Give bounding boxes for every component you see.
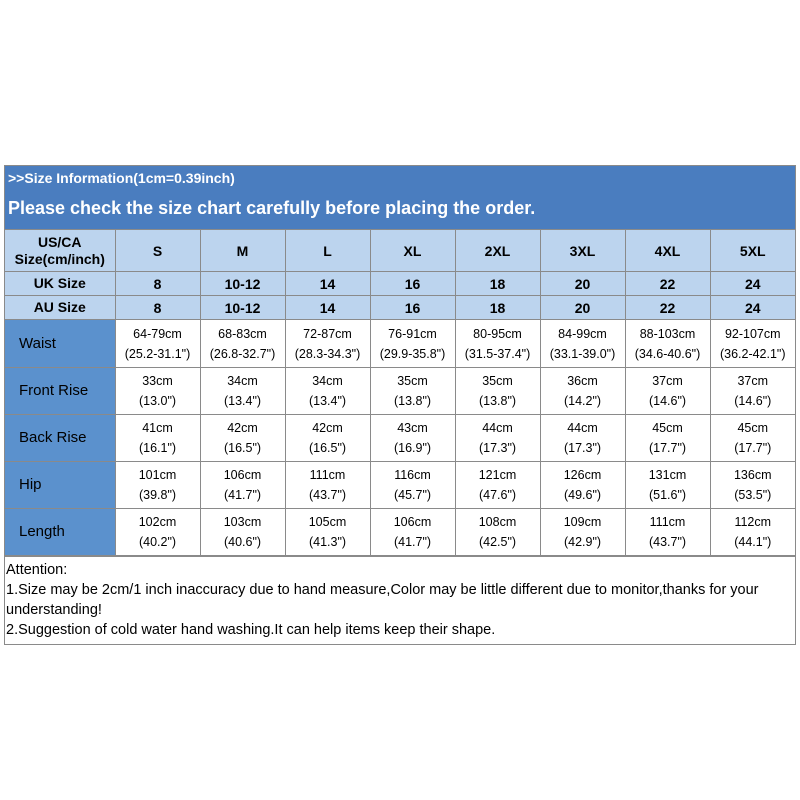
- measurement-cell: [455, 462, 540, 509]
- measurement-inch: (43.7"): [308, 488, 347, 502]
- measurement-inch: (14.6"): [648, 394, 687, 408]
- measurement-inch: (17.3"): [478, 441, 517, 455]
- measurement-cm: 121cm: [478, 468, 517, 482]
- attention-note-1: 1.Size may be 2cm/1 inch inaccuracy due to hand measure,Color may be little different due to monitor,thanks for your understanding!: [6, 582, 759, 618]
- measurement-cell: [710, 368, 795, 415]
- au-size-cell: 22: [625, 296, 710, 320]
- au-size-label: AU Size: [5, 296, 115, 320]
- measurement-inch: (49.6"): [563, 488, 602, 502]
- us-size-cell: 3XL: [540, 230, 625, 272]
- uk-size-label: UK Size: [5, 272, 115, 296]
- measurement-cell: [455, 320, 540, 368]
- measurement-inch: (16.1"): [138, 441, 177, 455]
- measurement-cell: [285, 462, 370, 509]
- measurement-inch: (39.8"): [138, 488, 177, 502]
- measurement-cm: 106cm: [223, 468, 262, 482]
- measurement-cm: 44cm: [482, 421, 513, 435]
- uk-size-cell: 22: [625, 272, 710, 296]
- measurement-inch: (28.3-34.3"): [294, 346, 361, 361]
- au-size-cell: 24: [710, 296, 795, 320]
- uk-size-cell: 10-12: [200, 272, 285, 296]
- measurement-cell: [370, 462, 455, 509]
- measurement-cell: [455, 368, 540, 415]
- measurement-cm: 131cm: [648, 468, 687, 482]
- measurement-cell: [115, 320, 200, 368]
- measurement-cm: 111cm: [309, 468, 346, 482]
- measurement-inch: (25.2-31.1"): [124, 346, 191, 361]
- measurement-inch: (42.5"): [478, 535, 517, 549]
- uk-size-cell: 8: [115, 272, 200, 296]
- us-size-cell: XL: [370, 230, 455, 272]
- us-size-label: [5, 230, 115, 272]
- measurement-cm: 37cm: [652, 374, 683, 388]
- measurement-cm: 92-107cm: [724, 326, 781, 341]
- measurement-cell: [285, 509, 370, 556]
- us-size-cell: 2XL: [455, 230, 540, 272]
- uk-size-cell: 14: [285, 272, 370, 296]
- measurement-cell: [200, 320, 285, 368]
- uk-size-cell: 16: [370, 272, 455, 296]
- measurement-inch: (13.0"): [138, 394, 177, 408]
- us-size-cell: 5XL: [710, 230, 795, 272]
- measurement-cm: 105cm: [308, 515, 347, 529]
- measurement-inch: (17.7"): [648, 441, 687, 455]
- measurement-cm: 126cm: [563, 468, 602, 482]
- measurement-inch: (29.9-35.8"): [379, 346, 446, 361]
- au-size-cell: 18: [455, 296, 540, 320]
- size-table: [5, 230, 795, 556]
- measurement-inch: (40.6"): [223, 535, 262, 549]
- measurement-label: Back Rise: [5, 415, 115, 462]
- measurement-cm: 43cm: [397, 421, 428, 435]
- measurement-inch: (53.5"): [734, 488, 772, 502]
- measurement-inch: (13.8"): [393, 394, 432, 408]
- measurement-inch: (42.9"): [563, 535, 602, 549]
- size-chart-notice: Please check the size chart carefully before placing the order.: [5, 191, 795, 230]
- measurement-row: [5, 462, 795, 509]
- measurement-inch: (36.2-42.1"): [719, 346, 786, 361]
- measurement-inch: (14.6"): [734, 394, 772, 408]
- measurement-cm: 45cm: [737, 421, 769, 435]
- measurement-inch: (44.1"): [734, 535, 772, 549]
- measurement-cell: [455, 415, 540, 462]
- size-info-title: >>Size Information(1cm=0.39inch): [8, 170, 235, 186]
- measurement-cm: 112cm: [734, 515, 772, 529]
- measurement-inch: (47.6"): [478, 488, 517, 502]
- measurement-inch: (51.6"): [648, 488, 687, 502]
- measurement-inch: (16.9"): [393, 441, 432, 455]
- uk-size-row: [5, 272, 795, 296]
- measurement-cell: [710, 462, 795, 509]
- measurement-cm: 109cm: [563, 515, 602, 529]
- measurement-cell: [115, 415, 200, 462]
- measurement-cm: 76-91cm: [388, 326, 437, 341]
- measurement-inch: (41.3"): [308, 535, 347, 549]
- measurement-inch: (43.7"): [648, 535, 687, 549]
- measurement-inch: (40.2"): [138, 535, 177, 549]
- measurement-cell: [115, 462, 200, 509]
- measurement-cm: 34cm: [227, 374, 258, 388]
- measurement-row: [5, 320, 795, 368]
- measurement-row: [5, 368, 795, 415]
- measurement-inch: (13.8"): [478, 394, 517, 408]
- measurement-cm: 116cm: [394, 468, 431, 482]
- measurement-cell: [200, 509, 285, 556]
- measurement-cell: [540, 509, 625, 556]
- measurement-inch: (13.4"): [223, 394, 262, 408]
- measurement-inch: (16.5"): [308, 441, 347, 455]
- measurement-cm: 88-103cm: [639, 326, 696, 341]
- measurement-cm: 41cm: [142, 421, 173, 435]
- measurement-cm: 44cm: [567, 421, 598, 435]
- measurement-label: Hip: [5, 462, 115, 509]
- measurement-cell: [370, 415, 455, 462]
- measurement-cell: [710, 509, 795, 556]
- measurement-inch: (45.7"): [393, 488, 432, 502]
- au-size-cell: 8: [115, 296, 200, 320]
- us-size-cell: L: [285, 230, 370, 272]
- measurement-cell: [625, 415, 710, 462]
- measurement-cm: 106cm: [393, 515, 432, 529]
- measurement-cell: [285, 368, 370, 415]
- measurement-inch: (41.7"): [223, 488, 262, 502]
- measurement-inch: (16.5"): [223, 441, 262, 455]
- chart-header: [5, 166, 795, 230]
- measurement-inch: (14.2"): [563, 394, 602, 408]
- measurement-row: [5, 509, 795, 556]
- measurement-cell: [285, 415, 370, 462]
- measurement-cm: 33cm: [142, 374, 173, 388]
- measurement-cell: [115, 509, 200, 556]
- measurement-cell: [625, 368, 710, 415]
- measurement-cm: 101cm: [138, 468, 177, 482]
- measurement-inch: (41.7"): [393, 535, 432, 549]
- measurement-cell: [710, 320, 795, 368]
- measurement-cell: [370, 368, 455, 415]
- measurement-cm: 84-99cm: [558, 326, 607, 341]
- measurement-label: Length: [5, 509, 115, 556]
- measurement-inch: (31.5-37.4"): [464, 346, 531, 361]
- measurement-cell: [200, 462, 285, 509]
- measurement-cell: [455, 509, 540, 556]
- measurement-cell: [540, 462, 625, 509]
- au-size-row: [5, 296, 795, 320]
- measurement-cell: [710, 415, 795, 462]
- measurement-cm: 34cm: [312, 374, 343, 388]
- measurement-cm: 36cm: [567, 374, 598, 388]
- measurement-cm: 111cm: [649, 515, 686, 529]
- attention-notes: [5, 556, 795, 644]
- uk-size-cell: 24: [710, 272, 795, 296]
- measurement-inch: (13.4"): [308, 394, 347, 408]
- measurement-cm: 80-95cm: [473, 326, 522, 341]
- uk-size-cell: 18: [455, 272, 540, 296]
- measurement-inch: (26.8-32.7"): [209, 346, 276, 361]
- measurement-inch: (17.7"): [734, 441, 772, 455]
- measurement-cm: 72-87cm: [303, 326, 352, 341]
- measurement-cm: 45cm: [652, 421, 683, 435]
- measurement-inch: (17.3"): [563, 441, 602, 455]
- measurement-cm: 103cm: [223, 515, 262, 529]
- measurement-cm: 136cm: [733, 468, 772, 482]
- measurement-cell: [540, 320, 625, 368]
- measurement-cm: 42cm: [312, 421, 343, 435]
- us-size-row: [5, 230, 795, 272]
- size-chart: [4, 165, 796, 645]
- measurement-inch: (33.1-39.0"): [549, 346, 616, 361]
- measurement-cm: 68-83cm: [218, 326, 267, 341]
- measurement-cm: 35cm: [397, 374, 428, 388]
- measurement-cell: [370, 509, 455, 556]
- measurement-cell: [625, 509, 710, 556]
- measurement-cell: [200, 368, 285, 415]
- measurement-row: [5, 415, 795, 462]
- us-size-label-line1: US/CA: [37, 233, 82, 250]
- attention-title: Attention:: [6, 562, 68, 578]
- us-size-cell: 4XL: [625, 230, 710, 272]
- measurement-cm: 108cm: [478, 515, 517, 529]
- size-table-body: [5, 230, 795, 556]
- uk-size-cell: 20: [540, 272, 625, 296]
- measurement-cell: [370, 320, 455, 368]
- measurement-cm: 64-79cm: [133, 326, 182, 341]
- measurement-cell: [285, 320, 370, 368]
- us-size-label-line2: Size(cm/inch): [14, 250, 105, 267]
- measurement-cell: [625, 320, 710, 368]
- attention-note-2: 2.Suggestion of cold water hand washing.It can help items keep their shape.: [6, 622, 496, 638]
- au-size-cell: 20: [540, 296, 625, 320]
- measurement-cm: 42cm: [227, 421, 258, 435]
- measurement-label: Front Rise: [5, 368, 115, 415]
- measurement-cell: [540, 368, 625, 415]
- measurement-cm: 102cm: [138, 515, 177, 529]
- measurement-cell: [200, 415, 285, 462]
- measurement-cell: [625, 462, 710, 509]
- measurement-cell: [115, 368, 200, 415]
- us-size-cell: M: [200, 230, 285, 272]
- measurement-cm: 35cm: [482, 374, 513, 388]
- au-size-cell: 16: [370, 296, 455, 320]
- measurement-label: Waist: [5, 320, 115, 368]
- au-size-cell: 10-12: [200, 296, 285, 320]
- measurement-cm: 37cm: [737, 374, 769, 388]
- au-size-cell: 14: [285, 296, 370, 320]
- measurement-cell: [540, 415, 625, 462]
- us-size-cell: S: [115, 230, 200, 272]
- measurement-inch: (34.6-40.6"): [634, 346, 701, 361]
